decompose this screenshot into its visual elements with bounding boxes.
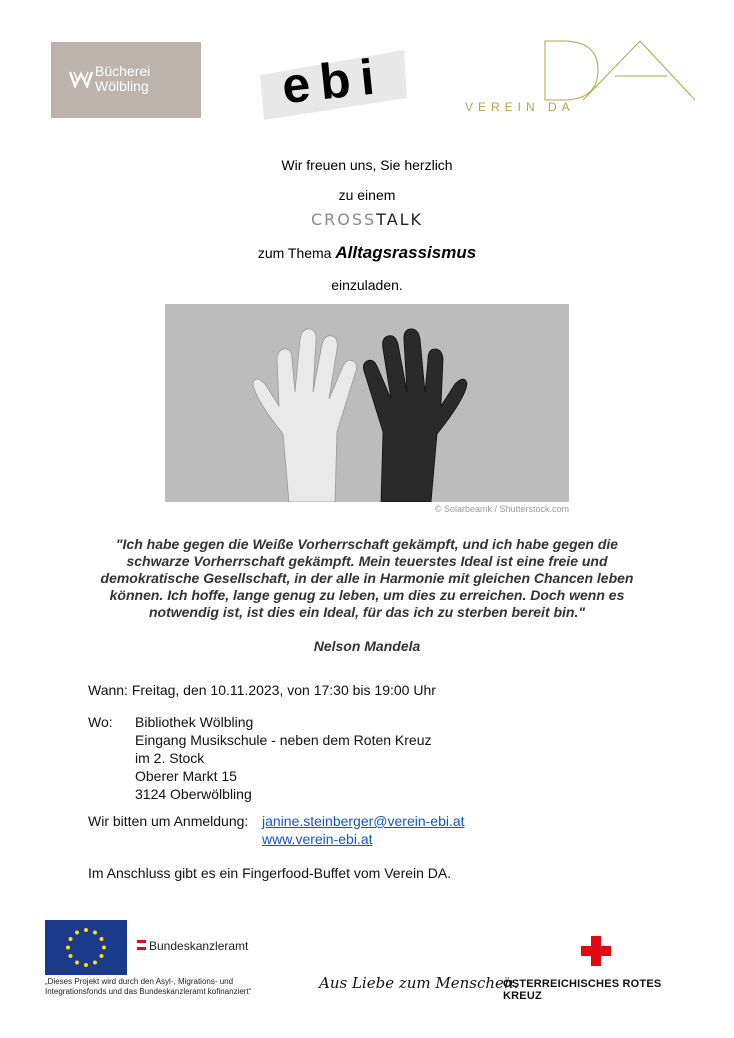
- buecherei-name: [95, 64, 150, 94]
- photo-credit: © Solarbeamk / Shutterstock.com: [434, 504, 569, 514]
- registration-links: [262, 812, 465, 848]
- address-line: Bibliothek Wölbling: [135, 714, 254, 730]
- address-line: Eingang Musikschule - neben dem Roten Kreuz: [135, 732, 432, 748]
- invitation-line1: Wir freuen uns, Sie herzlich: [281, 157, 453, 173]
- event-where-label: Wo:: [88, 714, 113, 730]
- buecherei-line1: Bücherei: [95, 63, 151, 79]
- eu-funding-block: [45, 920, 295, 1000]
- verein-da-text: VEREIN DA: [465, 100, 575, 114]
- event-when: Wann: Freitag, den 10.11.2023, von 17:30 bis 19:00 Uhr: [88, 682, 436, 698]
- verein-da-logo: [463, 38, 703, 123]
- invitation-line5: einzuladen.: [331, 277, 403, 293]
- ebi-logo: [252, 30, 412, 125]
- ebi-text: ebi: [279, 47, 387, 115]
- rotes-kreuz-block: [309, 926, 699, 1004]
- invitation-line2: zu einem: [338, 187, 396, 203]
- buecherei-logo: [51, 42, 201, 118]
- crosstalk-talk: TALK: [376, 210, 424, 229]
- event-where-address: [135, 713, 635, 803]
- address-line: Oberer Markt 15: [135, 768, 237, 784]
- red-cross-name: ÖSTERREICHISCHES ROTES KREUZ: [503, 978, 662, 1002]
- footnote-line2: Integrationsfonds und das Bundeskanzleramt kofinanziert“: [45, 987, 252, 996]
- buecherei-line2: Wölbling: [95, 78, 149, 94]
- funding-footnote: [45, 977, 285, 997]
- hands-illustration: [165, 304, 569, 502]
- thema-title: Alltagsrassismus: [335, 243, 477, 262]
- footnote-line1: „Dieses Projekt wird durch den Asyl-, Migrations- und: [45, 977, 234, 986]
- eu-flag-icon: [45, 920, 127, 975]
- email-link[interactable]: janine.steinberger@verein-ebi.at: [262, 813, 465, 829]
- website-link[interactable]: www.verein-ebi.at: [262, 831, 373, 847]
- crosstalk-cross: CROSS: [310, 210, 377, 229]
- mandela-quote: "Ich habe gegen die Weiße Vorherrschaft gekämpft, und ich habe gegen die schwarze Vorherrschaft gekämpft. Mein teuerstes Ideal ist eine freie und demokratische Gesellschaft, in der alle in Harmonie mit gleichen Chancen leben können. Ich hoffe, lange genug zu leben, um dies zu erreichen. Doch wenn es notwendig ist, ist dies ein Ideal, für das ich zu sterben bereit bin.": [100, 536, 634, 620]
- address-line: im 2. Stock: [135, 750, 205, 766]
- address-line: 3124 Oberwölbling: [135, 786, 252, 802]
- buffet-note: Im Anschluss gibt es ein Fingerfood-Buffet vom Verein DA.: [88, 865, 452, 881]
- austria-flag-icon: [137, 940, 146, 951]
- thema-line: [0, 243, 734, 263]
- book-icon: [69, 70, 93, 88]
- registration-label: Wir bitten um Anmeldung:: [88, 813, 249, 829]
- red-cross-icon: [581, 936, 611, 966]
- red-cross-slogan: Aus Liebe zum Menschen.: [319, 974, 519, 992]
- quote-author: Nelson Mandela: [313, 638, 421, 654]
- da-letters-graphic: [463, 38, 703, 108]
- bundeskanzleramt-label: Bundeskanzleramt: [149, 939, 249, 953]
- thema-prefix: zum Thema: [257, 245, 332, 261]
- crosstalk-title: [0, 210, 734, 229]
- hands-photo: [165, 304, 569, 502]
